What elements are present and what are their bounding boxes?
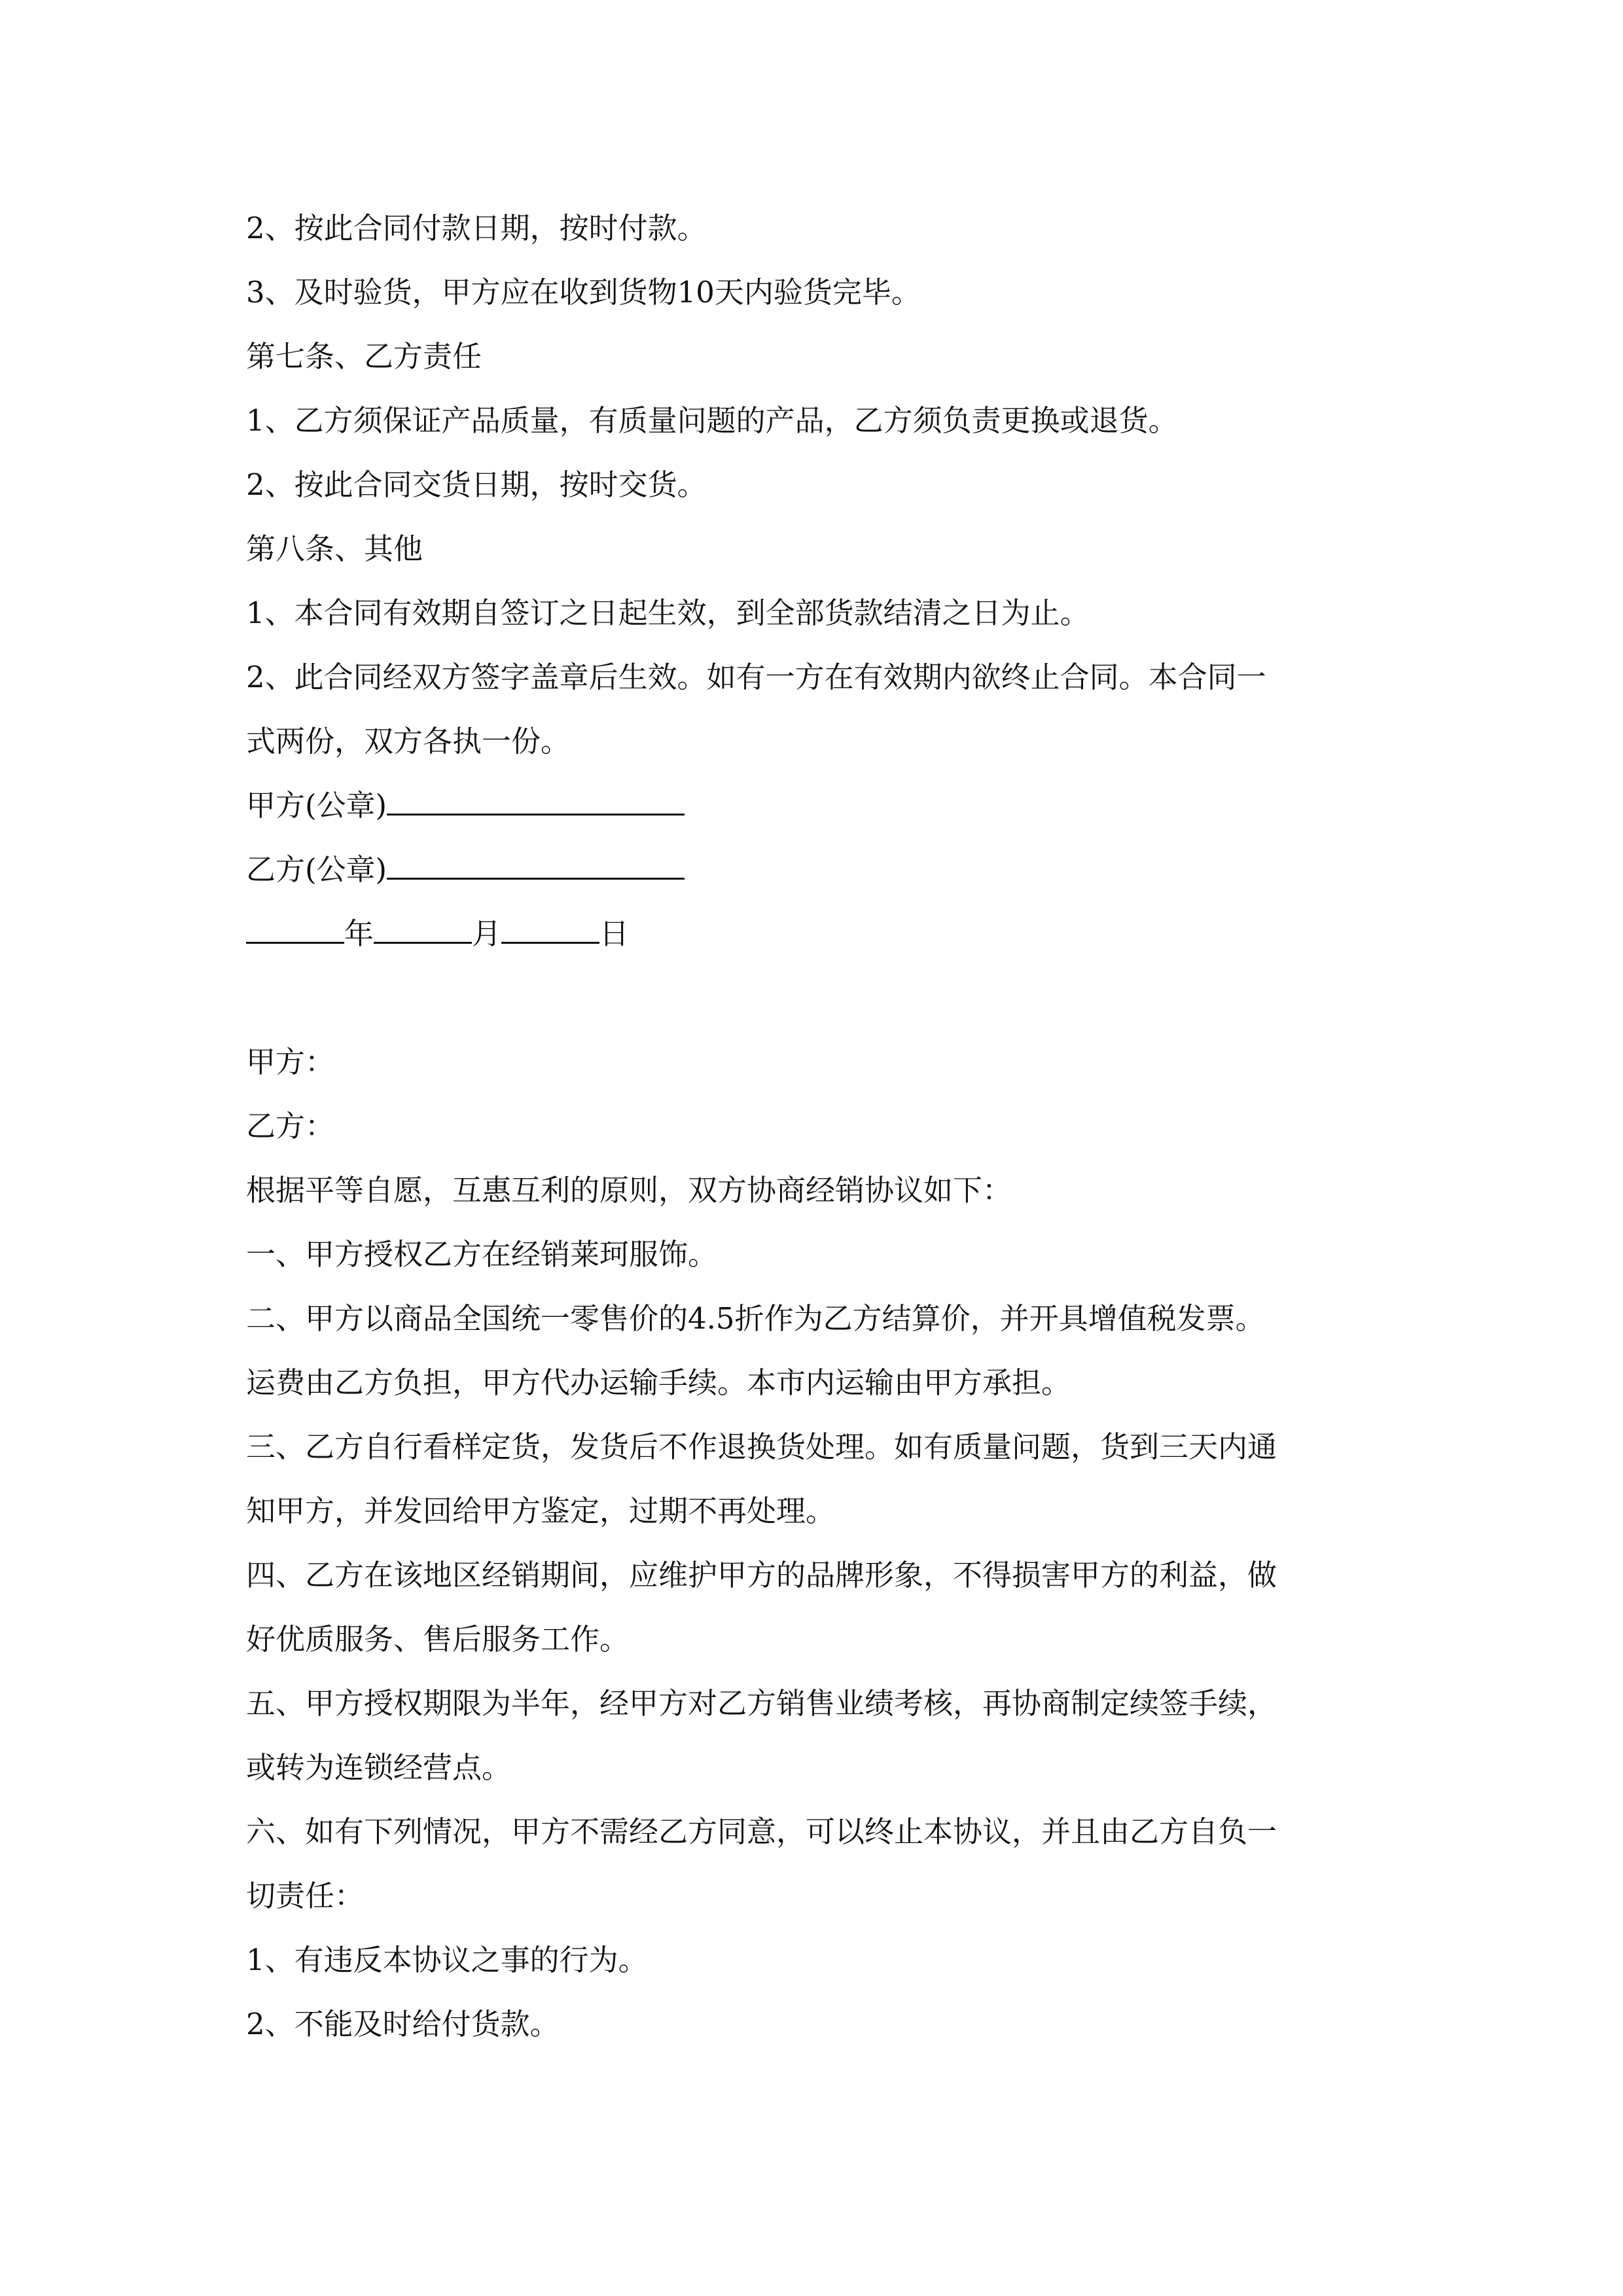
agreement-party-b: 乙方： xyxy=(246,1109,335,1143)
agreement-line: 知甲方，并发回给甲方鉴定，过期不再处理。 xyxy=(246,1494,836,1528)
agreement-line: 好优质服务、售后服务工作。 xyxy=(246,1622,630,1657)
day-blank xyxy=(501,913,599,944)
clause-line: 3、及时验货，甲方应在收到货物10天内验货完毕。 xyxy=(246,275,921,310)
agreement-line: 四、乙方在该地区经销期间，应维护甲方的品牌形象，不得损害甲方的利益，做 xyxy=(246,1558,1277,1592)
agreement-line: 六、如有下列情况，甲方不需经乙方同意，可以终止本协议，并且由乙方自负一 xyxy=(246,1814,1277,1849)
agreement-line: 切责任： xyxy=(246,1878,365,1913)
agreement-line: 五、甲方授权期限为半年，经甲方对乙方销售业绩考核，再协商制定续签手续， xyxy=(246,1686,1277,1721)
year-blank xyxy=(246,913,344,944)
clause-line: 2、按此合同交货日期，按时交货。 xyxy=(246,467,707,502)
month-blank xyxy=(374,913,472,944)
agreement-intro: 根据平等自愿，互惠互利的原则，双方协商经销协议如下： xyxy=(246,1173,1012,1208)
agreement-line: 2、不能及时给付货款。 xyxy=(246,2007,560,2041)
clause-line: 式两份，双方各执一份。 xyxy=(246,724,571,759)
agreement-line: 一、甲方授权乙方在经销莱珂服饰。 xyxy=(246,1237,718,1272)
signature-blank xyxy=(387,785,685,816)
agreement-party-a: 甲方： xyxy=(246,1045,335,1079)
clause-line: 2、按此合同付款日期，按时付款。 xyxy=(246,211,707,245)
agreement-line: 1、有违反本协议之事的行为。 xyxy=(246,1943,648,1977)
agreement-line: 运费由乙方负担，甲方代办运输手续。本市内运输由甲方承担。 xyxy=(246,1365,1071,1400)
month-label: 月 xyxy=(472,916,502,951)
section-gap xyxy=(246,966,1418,1030)
document-page xyxy=(246,196,1418,2056)
agreement-line: 二、甲方以商品全国统一零售价的4.5折作为乙方结算价，并开具增值税发票。 xyxy=(246,1301,1265,1336)
clause-line: 1、乙方须保证产品质量，有质量问题的产品，乙方须负责更换或退货。 xyxy=(246,403,1178,438)
date-line xyxy=(246,902,1418,966)
agreement-line: 或转为连锁经营点。 xyxy=(246,1750,512,1785)
party-b-signature-line xyxy=(246,838,1418,902)
article-heading: 第八条、其他 xyxy=(246,531,423,566)
day-label: 日 xyxy=(599,916,630,951)
clause-line: 1、本合同有效期自签订之日起生效，到全部货款结清之日为止。 xyxy=(246,596,1090,630)
signature-blank xyxy=(387,849,685,880)
party-a-signature-line xyxy=(246,774,1418,838)
agreement-line: 三、乙方自行看样定货，发货后不作退换货处理。如有质量问题，货到三天内通 xyxy=(246,1429,1277,1464)
article-heading: 第七条、乙方责任 xyxy=(246,339,482,374)
party-a-seal-label: 甲方(公章) xyxy=(246,788,387,823)
year-label: 年 xyxy=(344,916,374,951)
clause-line: 2、此合同经双方签字盖章后生效。如有一方在有效期内欲终止合同。本合同一 xyxy=(246,660,1266,694)
party-b-seal-label: 乙方(公章) xyxy=(246,852,387,887)
